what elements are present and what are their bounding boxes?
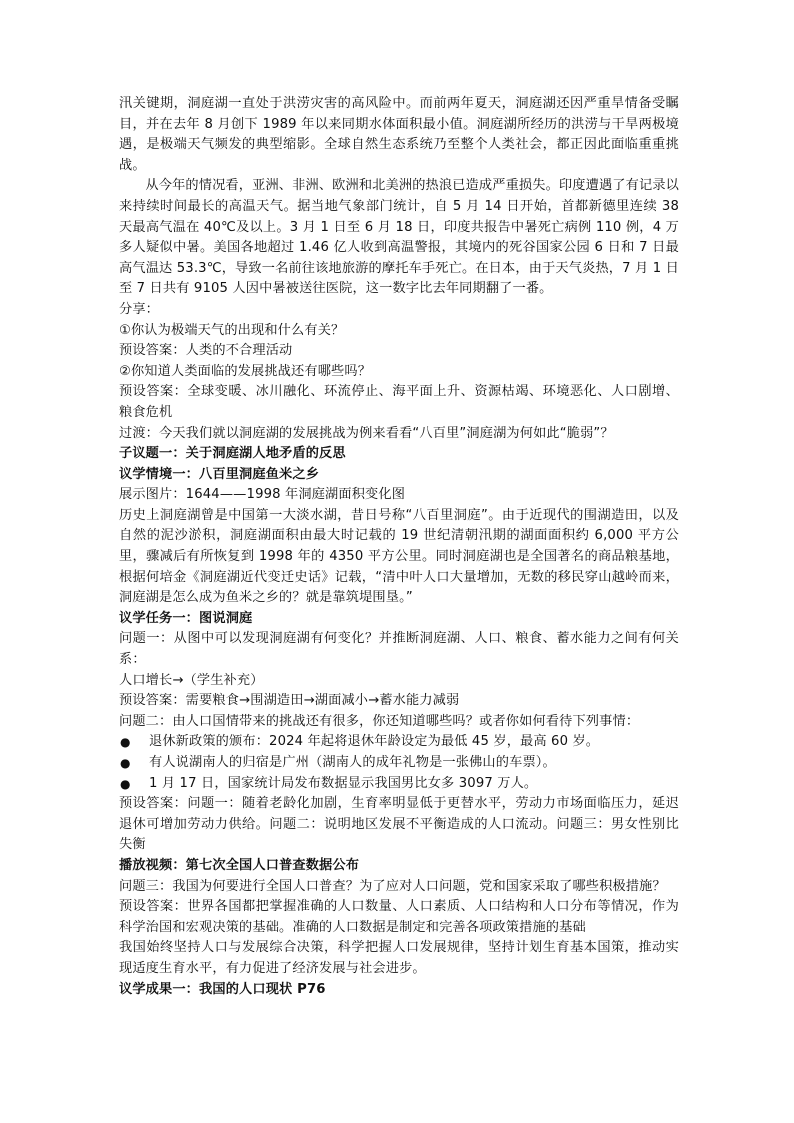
answers-block: 预设答案：问题一：随着老龄化加剧，生育率明显低于更替水平，劳动力市场面临压力，延迟退休可增加劳动力供给。问题二：说明地区发展不平衡造成的人口流动。问题三：男女性别比失衡	[119, 796, 679, 853]
question-three: 问题三：我国为何要进行全国人口普查？为了应对人口问题，党和国家采取了哪些积极措施？	[119, 878, 666, 894]
answer-development-challenges: 预设答案：全球变暖、冰川融化、环流停止、海平面上升、资源枯竭、环境恶化、人口剧增、粮食危机	[119, 384, 679, 420]
paragraph-flood-drought: 汛关键期，洞庭湖一直处于洪涝灾害的高风险中。而前两年夏天，洞庭湖还因严重旱情备受瞩目，并在去年 8 月创下 1989 年以来同期水体面积最小值。洞庭湖所经历的洪涝与干旱两极境遇，是极端天气频发的典型缩影。全球自然生态系统乃至整个人类社会，都正因此面临重重挑战。	[119, 96, 679, 173]
question-one: 问题一：从图中可以发现洞庭湖有何变化？并推断洞庭湖、人口、粮食、蓄水能力之间有何关系：	[119, 631, 679, 668]
bullet-text: 有人说湖南人的归宿是广州（湖南人的成年礼物是一张佛山的车票）。	[149, 755, 556, 770]
question-extreme-weather: ①你认为极端天气的出现和什么有关？	[119, 322, 345, 338]
share-label: 分享：	[119, 301, 160, 317]
result-heading: 议学成果一：我国的人口现状 P76	[119, 981, 326, 997]
show-image-line: 展示图片：1644——1998 年洞庭湖面积变化图	[119, 487, 406, 503]
bullet-icon: ●	[120, 776, 131, 791]
bullet-item	[119, 774, 679, 795]
chain-answer: 预设答案：需要粮食→围湖造田→湖面减小→蓄水能力减弱	[119, 693, 460, 709]
bullet-text: 退休新政策的颁布：2024 年起将退休年龄设定为最低 45 岁，最高 60 岁。	[149, 734, 600, 750]
policy-paragraph: 我国始终坚持人口与发展综合决策，科学把握人口发展规律，坚持计划生育基本国策，推动实现适度生育水平，有力促进了经济发展与社会进步。	[119, 940, 679, 976]
bullet-text: 1 月 17 日，国家统计局发布数据显示我国男比女多 3097 万人。	[149, 775, 538, 791]
answer-extreme-weather: 预设答案：人类的不合理活动	[119, 343, 293, 359]
answer-three: 预设答案：世界各国都把掌握准确的人口数量、人口素质、人口结构和人口分布等情况，作为科学治国和宏观决策的基础。准确的人口数据是制定和完善各项政策措施的基础	[119, 899, 679, 935]
question-development-challenges: ②你知道人类面临的发展挑战还有哪些吗？	[119, 363, 372, 379]
bullet-item	[119, 753, 679, 774]
video-heading: 播放视频：第七次全国人口普查数据公布	[119, 857, 360, 873]
paragraph-heatwave: 从今年的情况看，亚洲、非洲、欧洲和北美洲的热浪已造成严重损失。印度遭遇了有记录以来持续时间最长的高温天气。据当地气象部门统计，自 5 月 14 日开始，首都新德里连续 38 天最高气温在 40℃及以上。3 月 1 日至 6 月 18 日，印度共报告中暑死亡病例 110 例，4 万多人疑似中暑。美国各地超过 1.46 亿人收到高温警报，其境内的死谷国家公园 6 日和 7 日最高气温达 53.3℃，导致一名前往该地旅游的摩托车手死亡。在日本，由于天气炎热，7 月 1 日至 7 日共有 9105 人因中暑被送往医院，这一数字比去年同期翻了一番。	[119, 178, 679, 297]
sub-topic-heading: 子议题一：关于洞庭湖人地矛盾的反思	[119, 446, 346, 462]
transition-text: 过渡：今天我们就以洞庭湖的发展挑战为例来看看“八百里”洞庭湖为何如此“脆弱”？	[119, 425, 614, 441]
task-heading: 议学任务一：图说洞庭	[119, 610, 253, 626]
document-body	[119, 94, 679, 1000]
context-heading: 议学情境一：八百里洞庭鱼米之乡	[119, 466, 320, 482]
chain-student: 人口增长→（学生补充）	[119, 672, 264, 688]
bullet-icon: ●	[120, 756, 131, 770]
paragraph-history: 历史上洞庭湖曾是中国第一大淡水湖，昔日号称“八百里洞庭”。由于近现代的围湖造田，以及自然的泥沙淤积，洞庭湖面积由最大时记载的 19 世纪清朝汛期的湖面面积约 6,000 平方公里，骤减后有所恢复到 1998 年的 4350 平方公里。同时洞庭湖也是全国著名的商品粮基地，根据何培金《洞庭湖近代变迁史话》记载，“清中叶人口大量增加，无数的移民穿山越岭而来，洞庭湖是怎么成为鱼米之乡的？就是靠筑堤围垦。”	[119, 507, 679, 606]
bullet-item	[119, 732, 679, 753]
bullet-icon: ●	[120, 735, 131, 750]
question-two: 问题二：由人口国情带来的挑战还有很多，你还知道哪些吗？或者你如何看待下列事情：	[119, 713, 640, 729]
